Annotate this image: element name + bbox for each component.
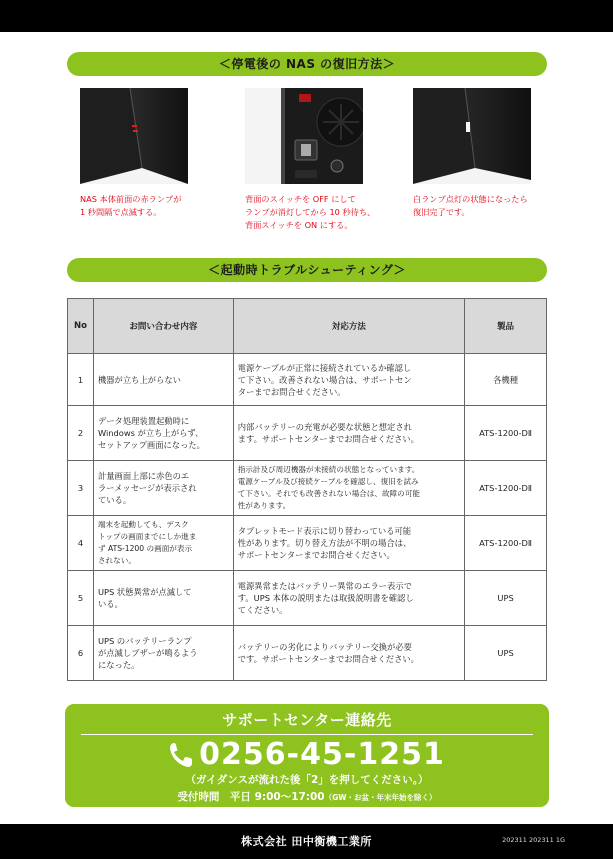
cell-line: ず ATS-1200 の画面が表示 <box>97 544 193 553</box>
row-no: 3 <box>68 461 94 516</box>
hours-note: （GW・お盆・年末年始を除く） <box>324 793 437 802</box>
row-inquiry <box>93 626 233 681</box>
row-solution <box>233 354 464 406</box>
cell-line: ラーメッセージが表示され <box>97 483 197 493</box>
row-no: 5 <box>68 571 94 626</box>
cell-line: 電源ケーブル及び接続ケーブルを確認し、復旧を試み <box>237 477 419 486</box>
row-inquiry <box>93 516 233 571</box>
cell-line: トップの画面までにしか進ま <box>97 532 197 541</box>
row-inquiry <box>93 461 233 516</box>
row-inquiry <box>93 571 233 626</box>
table-row <box>68 354 547 406</box>
company-name: 株式会社 田中衡機工業所 <box>241 835 372 848</box>
cell-line: タブレットモード表示に切り替わっている可能 <box>237 526 412 536</box>
recovery-step-2-caption <box>245 193 405 232</box>
cell-line: 電源異常またはバッテリー異常のエラー表示で <box>237 581 412 591</box>
cell-line: されない。 <box>97 556 136 565</box>
caption-line: 背面のスイッチを OFF にして <box>245 194 356 204</box>
cell-line: て下さい。それでも改善されない場合は、故障の可能 <box>237 489 420 498</box>
cell-line: 計量画面上部に赤色のエ <box>97 471 190 481</box>
caption-line: NAS 本体前面の赤ランプが <box>80 194 182 204</box>
troubleshooting-section-title: ＜起動時トラブルシューティング＞ <box>67 258 547 282</box>
document-code: 202311 202311 1G <box>502 836 565 844</box>
cell-line: て下さい。改善されない場合は、サポートセン <box>237 374 412 385</box>
row-product: 各機種 <box>465 354 547 406</box>
row-product: UPS <box>465 626 547 681</box>
row-no: 6 <box>68 626 94 681</box>
cell-line: てください。 <box>237 605 288 615</box>
table-header-row <box>68 299 547 354</box>
support-hours <box>65 789 549 804</box>
caption-line: 復旧完了です。 <box>413 207 470 217</box>
header-inquiry: お問い合わせ内容 <box>93 299 233 354</box>
cell-line: 端末を起動しても、デスク <box>97 520 189 529</box>
cell-line: ターまでお問合せください。 <box>237 386 346 397</box>
recovery-step-1-caption <box>80 193 230 219</box>
table-row <box>68 461 547 516</box>
support-phone[interactable] <box>65 737 549 772</box>
row-no: 1 <box>68 354 94 406</box>
cell-line: Windows が立ち上がらず、 <box>97 428 204 438</box>
top-black-bar <box>0 0 613 32</box>
cell-line: が点滅しブザーが鳴るよう <box>97 648 198 658</box>
row-solution <box>233 626 464 681</box>
row-no: 4 <box>68 516 94 571</box>
cell-line: す。UPS 本体の説明または取扱説明書を確認し <box>237 593 414 603</box>
row-solution <box>233 571 464 626</box>
cell-line: ている。 <box>97 495 132 505</box>
nas-front-white-lamp-photo <box>413 88 531 184</box>
table-row <box>68 516 547 571</box>
cell-line: UPS 状態異常が点滅して <box>97 587 192 597</box>
caption-line: 白ランプ点灯の状態になったら <box>413 194 528 204</box>
row-no: 2 <box>68 406 94 461</box>
row-solution <box>233 516 464 571</box>
row-inquiry <box>93 354 233 406</box>
caption-line: 背面スイッチを ON にする。 <box>245 220 353 230</box>
cell-line: です。サポートセンターまでお問合せください。 <box>237 654 419 664</box>
table-row <box>68 406 547 461</box>
row-product: UPS <box>465 571 547 626</box>
recovery-section-title: ＜停電後の NAS の復旧方法＞ <box>67 52 547 76</box>
cell-line: になった。 <box>97 660 140 670</box>
cell-line: データ処理装置起動時に <box>97 416 190 426</box>
row-product: ATS-1200-DⅡ <box>465 516 547 571</box>
support-divider <box>81 734 533 735</box>
row-product: ATS-1200-DⅡ <box>465 461 547 516</box>
cell-line: 性があります。 <box>237 501 291 510</box>
header-solution: 対応方法 <box>233 299 464 354</box>
cell-line: セットアップ画面になった。 <box>97 440 205 450</box>
cell-line: ます。サポートセンターまでお問合せください。 <box>237 434 419 444</box>
cell-line: 指示計及び周辺機器が未接続の状態となっています。 <box>237 465 420 474</box>
row-solution <box>233 461 464 516</box>
nas-front-red-lamp-photo <box>80 88 188 184</box>
hours-label: 受付時間 平日 9:00〜17:00 <box>177 791 325 803</box>
header-product: 製品 <box>465 299 547 354</box>
cell-line: 電源ケーブルが正常に接続されているか確認し <box>237 362 412 373</box>
cell-line: 内部バッテリーの充電が必要な状態と想定され <box>237 422 412 432</box>
footer <box>0 824 613 859</box>
cell-line: UPS のバッテリーランプ <box>97 636 192 646</box>
nas-rear-switch-photo <box>245 88 363 184</box>
troubleshooting-table <box>67 298 547 681</box>
row-inquiry <box>93 406 233 461</box>
row-solution <box>233 406 464 461</box>
cell-line: サポートセンターまでお問合せください。 <box>237 550 395 560</box>
cell-line: 性があります。切り替え方法が不明の場合は、 <box>237 538 412 548</box>
table-row <box>68 626 547 681</box>
cell-line: いる。 <box>97 599 123 609</box>
support-title: サポートセンター連絡先 <box>222 711 392 729</box>
caption-line: 1 秒間隔で点滅する。 <box>80 207 162 217</box>
table-row <box>68 571 547 626</box>
row-product: ATS-1200-DⅡ <box>465 406 547 461</box>
support-contact-box <box>65 704 549 807</box>
phone-icon <box>169 742 193 768</box>
cell-line: 機器が立ち上がらない <box>97 374 181 385</box>
recovery-step-3-caption <box>413 193 563 219</box>
phone-number: 0256-45-1251 <box>199 737 445 772</box>
cell-line: バッテリーの劣化によりバッテリー交換が必要 <box>237 642 412 652</box>
support-guidance: （ガイダンスが流れた後「2」を押してください。） <box>185 774 429 786</box>
caption-line: ランプが消灯してから 10 秒待ち、 <box>245 207 376 217</box>
header-no: No <box>68 299 94 354</box>
